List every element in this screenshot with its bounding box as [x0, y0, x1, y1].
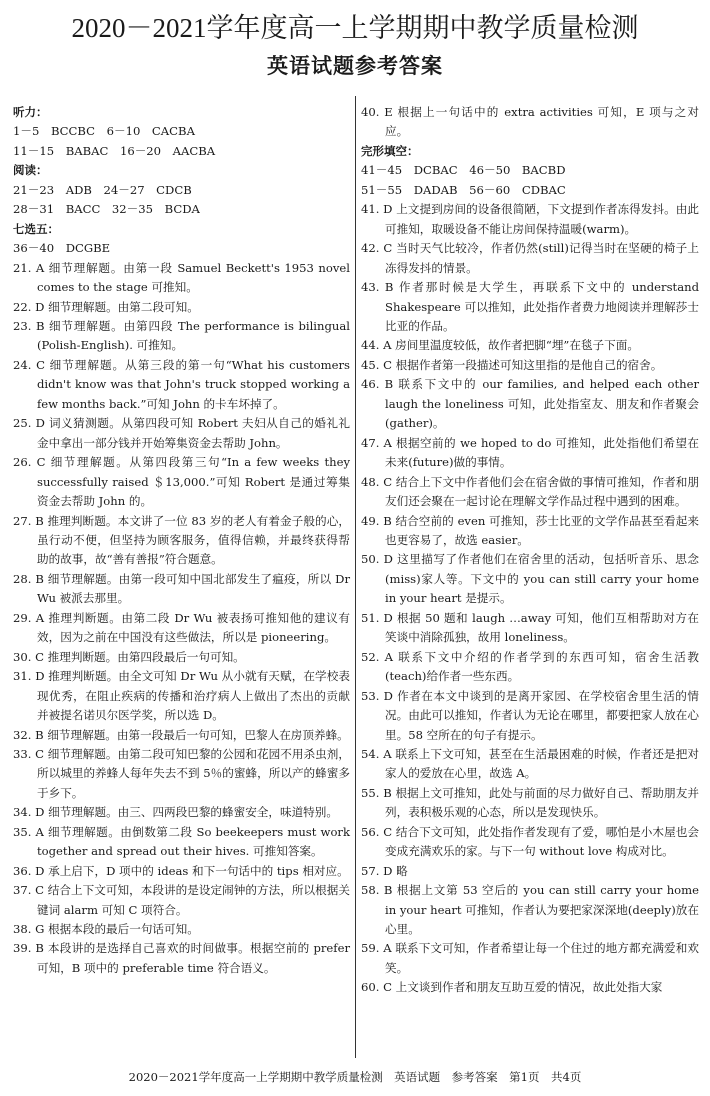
column-divider	[355, 96, 356, 1058]
answer-explanation: 30. C 推理判断题。由第四段最后一句可知。	[13, 649, 245, 664]
answer-explanation: 23. B 细节理解题。由第四段 The performance is bilingual (Polish-English). 可推知。	[13, 318, 350, 353]
answer-explanation: 29. A 推理判断题。由第二段 Dr Wu 被表扬可推知他的建议有效，因为之前在中国没有这些做法，所以是 pioneering。	[13, 610, 350, 645]
answer-key-row: 21－23 ADB 24－27 CDCB	[13, 182, 192, 197]
answer-explanation: 43. B 作者那时候是大学生，再联系下文中的 understand Shakespeare 可以推知，此处指作者费力地阅读并理解莎士比亚的作品。	[361, 280, 699, 333]
answer-explanation: 35. A 细节理解题。由倒数第二段 So beekeepers must work together and spread out their hives. 可推知答案。	[13, 824, 350, 859]
section-heading: 听力：	[13, 105, 48, 119]
answer-explanation: 33. C 细节理解题。由第二段可知巴黎的公园和花园不用杀虫剂，所以城里的养蜂人每年失去不到 5％的蜜蜂，所以产的蜂蜜多于乡下。	[13, 746, 350, 800]
answer-key-row: 28－31 BACC 32－35 BCDA	[13, 202, 200, 217]
answer-explanation: 56. C 结合下文可知，此处指作者发现有了爱，哪怕是小木屋也会变成充满欢乐的家。与下一句 without love 构成对比。	[361, 824, 699, 859]
answer-explanation: 44. A 房间里温度较低，故作者把脚“埋”在毯子下面。	[361, 338, 639, 353]
answer-explanation: 32. B 细节理解题。由第一段最后一句可知，巴黎人在房顶养蜂。	[13, 727, 349, 742]
answer-explanation: 24. C 细节理解题。从第三段的第一句“What his customers didn't know was that John's truck stopped working a few months back.”可知 John 的卡车坏掉了。	[13, 357, 350, 411]
section-heading: 阅读：	[13, 163, 48, 178]
answer-key-row: 41－45 DCBAC 46－50 BACBD	[361, 163, 566, 178]
answer-explanation: 39. B 本段讲的是选择自己喜欢的时间做事。根据空前的 prefer 可知，B 项中的 preferable time 符合语义。	[13, 941, 350, 975]
left-column	[13, 103, 350, 978]
answer-explanation: 22. D 细节理解题。由第二段可知。	[13, 299, 199, 314]
answer-explanation: 41. D 上文提到房间的设备很简陋，下文提到作者冻得发抖。由此可推知，取暖设备不能让房间保持温暖(warm)。	[361, 202, 699, 236]
answer-explanation: 54. A 联系上下文可知，甚至在生活最困难的时候，作者还是把对家人的爱放在心里，故选 A。	[361, 746, 699, 781]
answer-explanation: 49. B 结合空前的 even 可推知，莎士比亚的文学作品甚至看起来也更容易了，故选 easier。	[361, 513, 699, 547]
answer-explanation: 37. C 结合上下文可知，本段讲的是设定闹钟的方法，所以根据关键词 alarm 可知 C 项符合。	[13, 883, 350, 917]
page-footer: 2020－2021学年度高一上学期期中教学质量检测 英语试题 参考答案 第1页 共4页	[128, 1070, 582, 1084]
answer-explanation: 45. C 根据作者第一段描述可知这里指的是他自己的宿舍。	[361, 357, 663, 372]
answer-key-row: 11－15 BABAC 16－20 AACBA	[13, 143, 216, 158]
section-heading: 七选五：	[13, 221, 59, 236]
answer-explanation: 48. C 结合上下文中作者他们会在宿舍做的事情可推知，作者和朋友们还会聚在一起讨论在理解文学作品过程中遇到的困难。	[361, 474, 699, 509]
answer-explanation: 31. D 推理判断题。由全文可知 Dr Wu 从小就有天赋，在学校表现优秀，在阻止疾病的传播和治疗病人上做出了杰出的贡献并被提名诺贝尔医学奖，所以选 D。	[13, 669, 350, 723]
answer-explanation: 42. C 当时天气比较冷，作者仍然(still)记得当时在坚硬的椅子上冻得发抖的情景。	[361, 241, 699, 275]
right-column	[361, 103, 699, 998]
answer-explanation: 40. E 根据上一句话中的 extra activities 可知，E 项与之对应。	[361, 105, 699, 139]
answer-explanation: 26. C 细节理解题。从第四段第三句“In a few weeks they successfully raised ＄13,000.”可知 Robert 是通过筹集资金去帮助 John 的。	[13, 455, 350, 509]
answer-explanation: 21. A 细节理解题。由第一段 Samuel Beckett's 1953 novel comes to the stage 可推知。	[13, 260, 350, 295]
answer-explanation: 34. D 细节理解题。由三、四两段巴黎的蜂蜜安全，味道特别。	[13, 805, 338, 820]
answer-explanation: 50. D 这里描写了作者他们在宿舍里的活动，包括听音乐、思念(miss)家人等。下文中的 you can still carry your home in your heart 是提示。	[361, 552, 699, 606]
answer-explanation: 58. B 根据上文第 53 空后的 you can still carry your home in your heart 可推知，作者认为要把家深深地(deeply)放在心里。	[361, 883, 699, 937]
answer-explanation: 52. A 联系下文中介绍的作者学到的东西可知，宿舍生活教(teach)给作者一些东西。	[361, 649, 699, 684]
answer-explanation: 60. C 上文谈到作者和朋友互助互爱的情况，故此处指大家	[361, 980, 663, 995]
document-subtitle: 英语试题参考答案	[267, 54, 443, 78]
answer-explanation: 36. D 承上启下，D 项中的 ideas 和下一句话中的 tips 相对应。	[13, 863, 349, 878]
document-title: 2020－2021学年度高一上学期期中教学质量检测	[71, 13, 639, 43]
answer-explanation: 57. D 略	[361, 863, 408, 878]
answer-explanation: 28. B 细节理解题。由第一段可知中国北部发生了瘟疫，所以 Dr Wu 被派去那里。	[13, 571, 350, 606]
answer-key-row: 36－40 DCGBE	[13, 241, 111, 256]
answer-explanation: 59. A 联系下文可知，作者希望让每一个住过的地方都充满爱和欢笑。	[361, 941, 699, 975]
answer-explanation: 38. G 根据本段的最后一句话可知。	[13, 922, 199, 937]
answer-explanation: 53. D 作者在本文中谈到的是离开家园、在学校宿舍里生活的情况。由此可以推知，作者认为无论在哪里，都要把家人放在心里。58 空所在的句子有提示。	[361, 688, 699, 742]
section-heading: 完形填空：	[361, 143, 419, 158]
answer-explanation: 51. D 根据 50 题和 laugh …away 可知，他们互相帮助对方在笑谈中消除孤独，故用 loneliness。	[361, 610, 699, 645]
answer-explanation: 27. B 推理判断题。本文讲了一位 83 岁的老人有着金子般的心，虽行动不便，但坚持为顾客服务，值得信赖，并最终获得帮助的故事，故“善有善报”符合题意。	[13, 513, 350, 567]
answer-explanation: 25. D 词义猜测题。从第四段可知 Robert 夫妇从自己的婚礼礼金中拿出一部分钱并开始筹集资金去帮助 John。	[13, 416, 350, 450]
answer-explanation: 46. B 联系下文中的 our families, and helped each other laugh the loneliness 可知，此处指室友、朋友和作者聚会(gather)。	[361, 377, 699, 431]
answer-key-row: 51－55 DADAB 56－60 CDBAC	[361, 182, 566, 197]
answer-explanation: 47. A 根据空前的 we hoped to do 可推知，此处指他们希望在未来(future)做的事情。	[361, 435, 699, 470]
answer-key-row: 1－5 BCCBC 6－10 CACBA	[13, 124, 195, 139]
answer-explanation: 55. B 根据上文可推知，此处与前面的尽力做好自己、帮助朋友并列，表积极乐观的心态，所以是发现快乐。	[361, 785, 699, 820]
